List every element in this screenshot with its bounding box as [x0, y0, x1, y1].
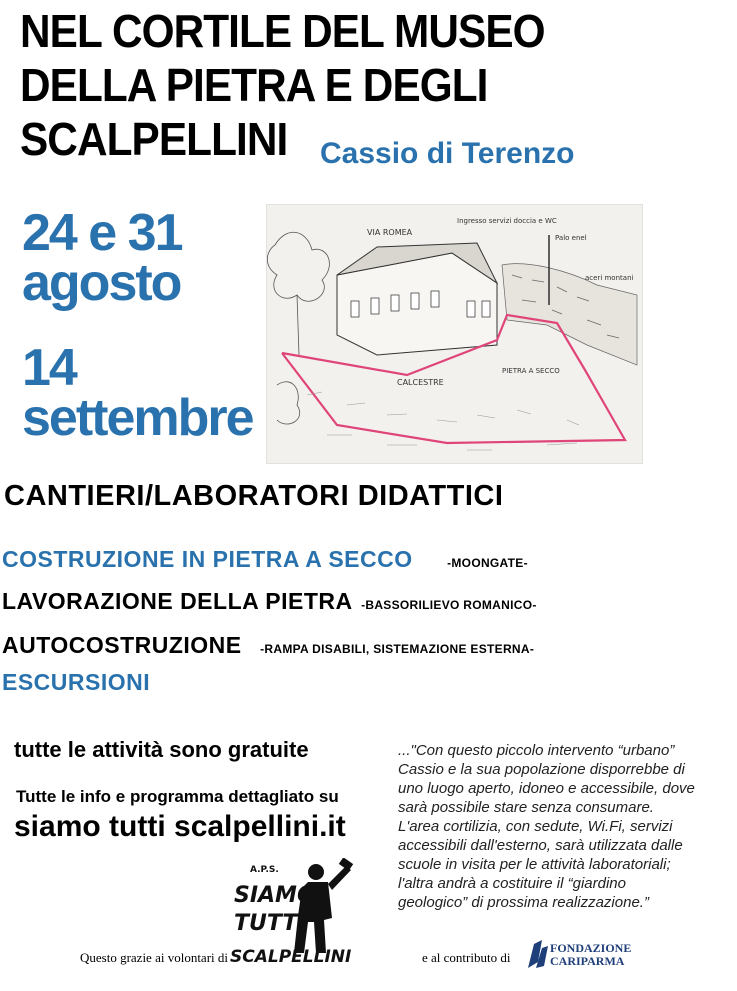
free-activities-text: tutte le attività sono gratuite: [14, 737, 309, 762]
sculptor-figure-icon: [228, 858, 358, 970]
activity-row: [2, 669, 150, 696]
activity-label: AUTOCOSTRUZIONE: [2, 632, 242, 658]
sketch-drawing: [267, 205, 642, 463]
project-quote: ..."Con questo piccolo intervento “urbano” Cassio e la sua popolazione disporrebbe di uno luogo aperto, idoneo e accessibile, dove sarà possibile stare senza consumare. L'area cortilizia, con sedute, Wi.Fi, servizi accessibili dall'esterno, sarà utilizzata dalle scuole in visita per le attività laboratoriali; l'altra andrà a costituire il “giardino geologico” di prossima realizzazione.”: [398, 742, 695, 911]
title-line-2: DELLA PIETRA E DEGLI: [20, 59, 488, 111]
activity-tag: -RAMPA DISABILI, SISTEMAZIONE ESTERNA-: [260, 642, 535, 656]
association-logo: [228, 858, 358, 970]
info-text: Tutte le info e programma dettagliato su: [16, 787, 339, 806]
label-palo: Palo enel: [555, 234, 587, 242]
date-august-days: 24 e 31: [22, 204, 182, 262]
title-line-1: NEL CORTILE DEL MUSEO: [20, 5, 545, 57]
thanks-text: Questo grazie ai volontari di: [80, 950, 229, 965]
activity-row: [2, 588, 537, 615]
website-text: siamo tutti scalpellini.it: [14, 810, 346, 843]
label-ingresso: Ingresso servizi doccia e WC: [457, 217, 557, 225]
fondazione-line-1: FONDAZIONE: [550, 941, 632, 955]
activity-row: [2, 546, 528, 573]
section-title: CANTIERI/LABORATORI DIDATTICI: [4, 480, 504, 512]
site-sketch-image: [266, 204, 643, 464]
date-august-month: agosto: [22, 254, 181, 312]
fondazione-logo: [528, 938, 648, 970]
place-name: Cassio di Terenzo: [320, 137, 575, 170]
date-september-day: 14: [22, 339, 76, 397]
logo-aps: A.P.S.: [250, 865, 279, 875]
label-aceri: aceri montani: [585, 274, 634, 282]
contribution-text: e al contributo di: [422, 950, 511, 965]
title-line-3: SCALPELLINI: [20, 113, 288, 165]
logo-scalpellini: SCALPELLINI: [230, 947, 352, 967]
label-pietra-secco: PIETRA A SECCO: [502, 367, 560, 375]
activity-row: [2, 632, 534, 659]
activity-tag: -BASSORILIEVO ROMANICO-: [361, 598, 537, 612]
logo-tutti: TUTTI: [234, 911, 306, 936]
activity-label: ESCURSIONI: [2, 669, 151, 695]
activity-label: COSTRUZIONE IN PIETRA A SECCO: [2, 546, 413, 572]
activity-label: LAVORAZIONE DELLA PIETRA: [2, 588, 353, 614]
activity-tag: -MOONGATE-: [447, 556, 528, 570]
label-calcestre: CALCESTRE: [397, 378, 444, 387]
logo-siamo: SIAMO: [234, 883, 316, 908]
fondazione-line-2: CARIPARMA: [550, 954, 625, 968]
date-september-month: settembre: [22, 389, 253, 447]
fondazione-mark-icon: [528, 938, 648, 970]
label-via-romea: VIA ROMEA: [367, 228, 413, 237]
